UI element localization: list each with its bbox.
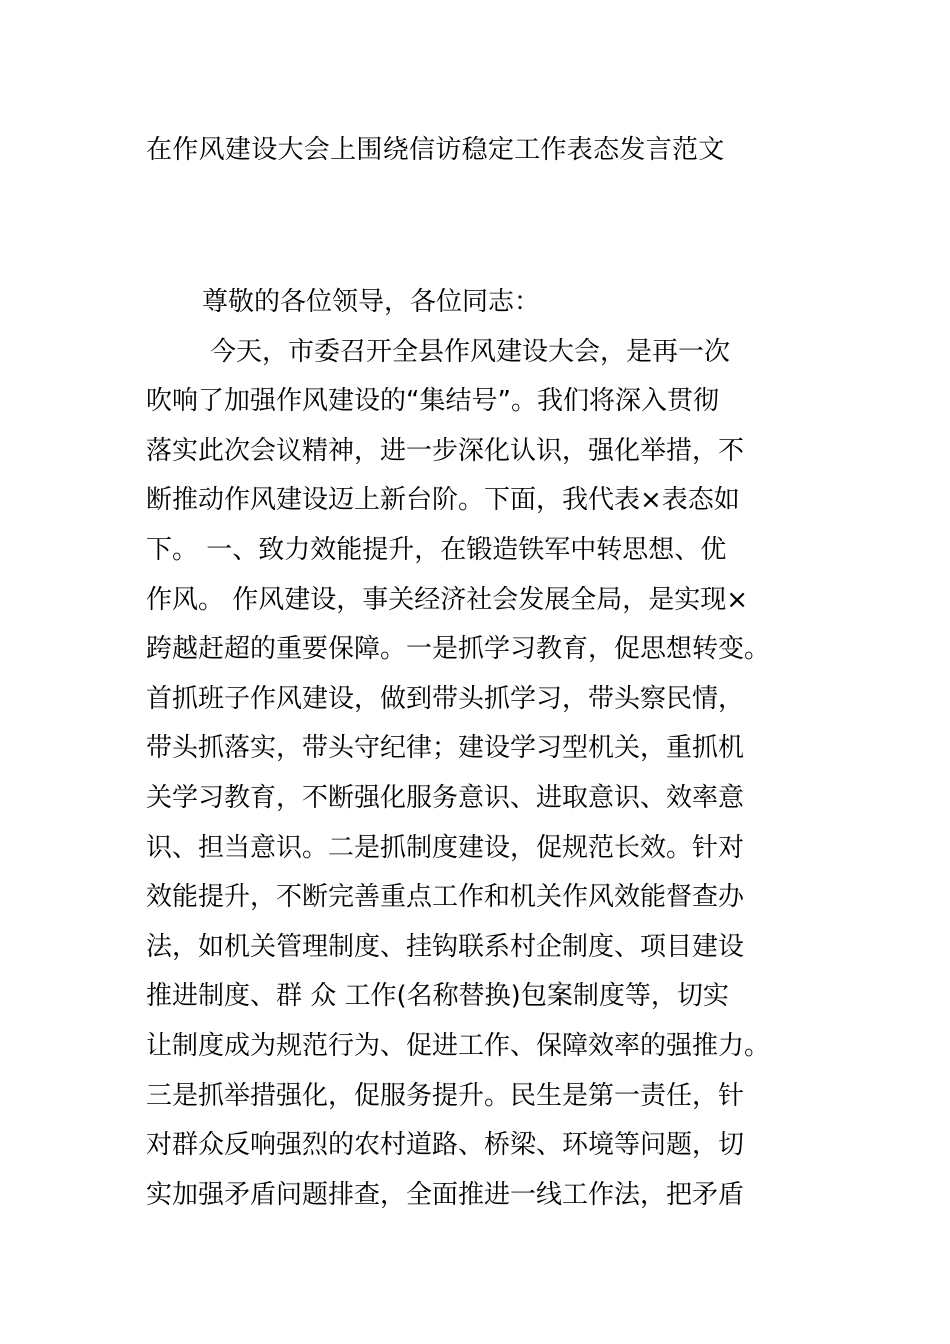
paragraph-line: 首抓班子作风建设，做到带头抓学习，带头察民情， (146, 683, 745, 714)
document-title: 在作风建设大会上围绕信访稳定工作表态发言范文 (146, 135, 725, 165)
paragraph-line: 识、担当意识。二是抓制度建设，促规范长效。针对 (146, 832, 745, 863)
paragraph-line: 法，如机关管理制度、挂钩联系村企制度、项目建设 (146, 931, 745, 962)
paragraph-line: 下。 一、致力效能提升，在锻造铁军中转思想、优 (146, 534, 727, 565)
paragraph-line: 吹响了加强作风建设的“集结号”。我们将深入贯彻 (146, 386, 719, 417)
paragraph-line: 作风。 作风建设，事关经济社会发展全局，是实现× (146, 584, 749, 615)
paragraph-line: 今天，市委召开全县作风建设大会，是再一次 (210, 336, 731, 367)
paragraph-line: 带头抓落实，带头守纪律；建设学习型机关，重抓机 (146, 733, 745, 764)
salutation-line: 尊敬的各位领导，各位同志： (202, 287, 541, 317)
paragraph-line: 效能提升，不断完善重点工作和机关作风效能督查办 (146, 882, 745, 913)
paragraph-line: 三是抓举措强化，促服务提升。民生是第一责任，针 (146, 1080, 745, 1111)
paragraph-line: 实加强矛盾问题排查，全面推进一线工作法，把矛盾 (146, 1179, 745, 1210)
document-body (146, 278, 826, 1220)
paragraph-line: 关学习教育，不断强化服务意识、进取意识、效率意 (146, 782, 745, 813)
paragraph-line: 推进制度、群 众 工作(名称替换)包案制度等，切实 (146, 981, 729, 1012)
paragraph-line: 跨越赶超的重要保障。一是抓学习教育，促思想转变。 (146, 634, 771, 665)
paragraph-line: 落实此次会议精神，进一步深化认识，强化举措，不 (146, 435, 745, 466)
paragraph-line: 让制度成为规范行为、促进工作、保障效率的强推力。 (146, 1030, 771, 1061)
paragraph-line: 对群众反响强烈的农村道路、桥梁、环境等问题，切 (146, 1130, 745, 1161)
paragraph-line: 断推动作风建设迈上新台阶。下面，我代表×表态如 (146, 485, 740, 516)
